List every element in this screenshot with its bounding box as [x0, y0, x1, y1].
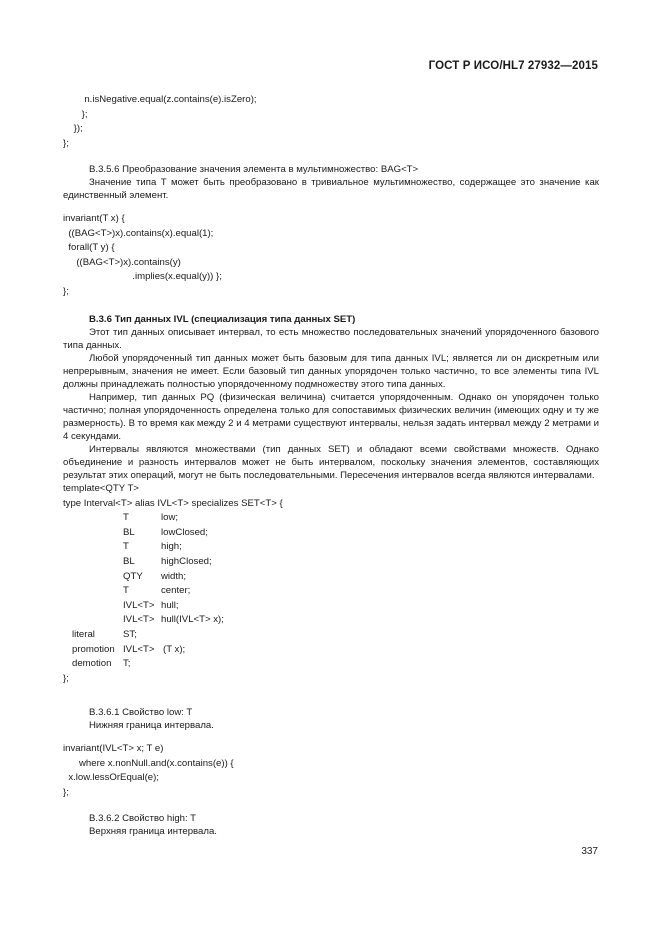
code-line: });: [63, 123, 83, 135]
paragraph: Значение типа T может быть преобразовано в тривиальное мультимножество, содержащее это значение как единственный элемент.: [63, 177, 599, 201]
member-row: [63, 511, 599, 526]
section-b362: [63, 812, 599, 838]
member-row: [63, 570, 599, 585]
conversion-row: [63, 657, 599, 672]
member-row: [63, 599, 599, 614]
paragraph: Например, тип данных PQ (физическая величина) считается упорядоченным. Однако он упорядочен только частично; полная упорядоченность определена только для сопоставимых физических величин (имеющих одну и ту же размерность). В то время как между 2 и 4 метрами существуют интервалы, нельзя задать интервал между 2 метрами и 4 секундами.: [63, 392, 599, 442]
member-type: IVL<T>: [123, 614, 155, 626]
code-line: ((BAG<T>)x).contains(x).equal(1);: [63, 227, 214, 239]
member-type: T: [123, 585, 129, 597]
member-name: hull(IVL<T> x);: [161, 614, 224, 626]
code-line: forall(T y) {: [63, 242, 115, 254]
member-type: T: [123, 512, 129, 524]
member-row: [63, 540, 599, 555]
conversion-row: [63, 643, 599, 658]
conversion-keyword: promotion: [72, 643, 115, 655]
conversion-arg: (T x);: [163, 643, 186, 655]
code-line: where x.nonNull.and(x.contains(e)) {: [63, 757, 234, 769]
code-line: template<QTY T>: [63, 483, 139, 494]
code-line: };: [63, 285, 69, 297]
code-block-invariant-2: [63, 742, 599, 800]
section-b361: [63, 706, 599, 732]
member-name: center;: [161, 585, 191, 597]
member-row: [63, 526, 599, 541]
conversion-row: [63, 628, 599, 643]
member-name: hull;: [161, 599, 179, 611]
code-line: };: [63, 786, 69, 798]
member-row: [63, 555, 599, 570]
paragraph: Этот тип данных описывает интервал, то есть множество последовательных значений упорядоченного базового типа данных.: [63, 327, 599, 351]
code-block-top: [63, 93, 599, 151]
section-heading: В.3.5.6 Преобразование значения элемента в мультимножество: BAG<T>: [89, 164, 419, 175]
conversion-type: ST;: [123, 628, 137, 640]
member-name: highClosed;: [161, 555, 212, 567]
code-line: .implies(x.equal(y)) };: [63, 271, 222, 283]
code-block-template: [63, 482, 599, 686]
code-line: };: [63, 137, 69, 149]
code-line: x.low.lessOrEqual(e);: [63, 772, 159, 784]
conversion-type: IVL<T>: [123, 643, 155, 655]
section-heading: В.3.6.2 Свойство high: T: [89, 813, 197, 824]
section-heading: В.3.6.1 Свойство low: T: [89, 707, 193, 718]
paragraph: Верхняя граница интервала.: [89, 826, 217, 837]
document-header: ГОСТ Р ИСО/HL7 27932—2015: [428, 60, 598, 72]
member-name: high;: [161, 541, 182, 553]
member-type: BL: [123, 555, 135, 567]
code-line: ((BAG<T>)x).contains(y): [63, 256, 181, 268]
section-b36: [63, 313, 599, 482]
conversion-keyword: demotion: [72, 658, 112, 670]
code-line: invariant(T x) {: [63, 213, 125, 224]
member-type: QTY: [123, 570, 143, 582]
member-type: BL: [123, 526, 135, 538]
member-name: low;: [161, 512, 179, 524]
conversion-type: T;: [123, 658, 131, 670]
code-line: n.isNegative.equal(z.contains(e).isZero);: [63, 94, 257, 105]
paragraph: Нижняя граница интервала.: [89, 720, 214, 731]
paragraph: Любой упорядоченный тип данных может быть базовым для типа данных IVL; является ли он дискретным или непрерывным, значения не имеет. Если базовый тип данных упорядочен только частично, то все элементы типа IVL должны принадлежать полностью упорядоченному подмножеству этого типа данных.: [63, 353, 599, 390]
member-row: [63, 613, 599, 628]
member-row: [63, 584, 599, 599]
section-b356: [63, 163, 599, 202]
member-name: lowClosed;: [161, 526, 208, 538]
paragraph: Интервалы являются множествами (тип данных SET) и обладают всеми свойствами множеств. Однако объединение и разность интервалов может не быть интервалом, поскольку значения элементов, составляющих результат этих операций, могут не быть последовательными. Пересечения интервалов всегда являются интервалами.: [63, 444, 599, 481]
section-heading: В.3.6 Тип данных IVL (специализация типа данных SET): [89, 314, 356, 325]
page-number: 337: [581, 846, 598, 857]
code-line: type Interval<T> alias IVL<T> specializes SET<T> {: [63, 497, 283, 509]
member-type: T: [123, 541, 129, 553]
member-name: width;: [161, 570, 187, 582]
member-type: IVL<T>: [123, 599, 155, 611]
code-line: };: [63, 672, 69, 684]
code-line: invariant(IVL<T> x; T e): [63, 743, 164, 754]
code-line: };: [63, 108, 88, 120]
code-block-invariant-1: [63, 212, 599, 300]
conversion-keyword: literal: [72, 628, 95, 640]
